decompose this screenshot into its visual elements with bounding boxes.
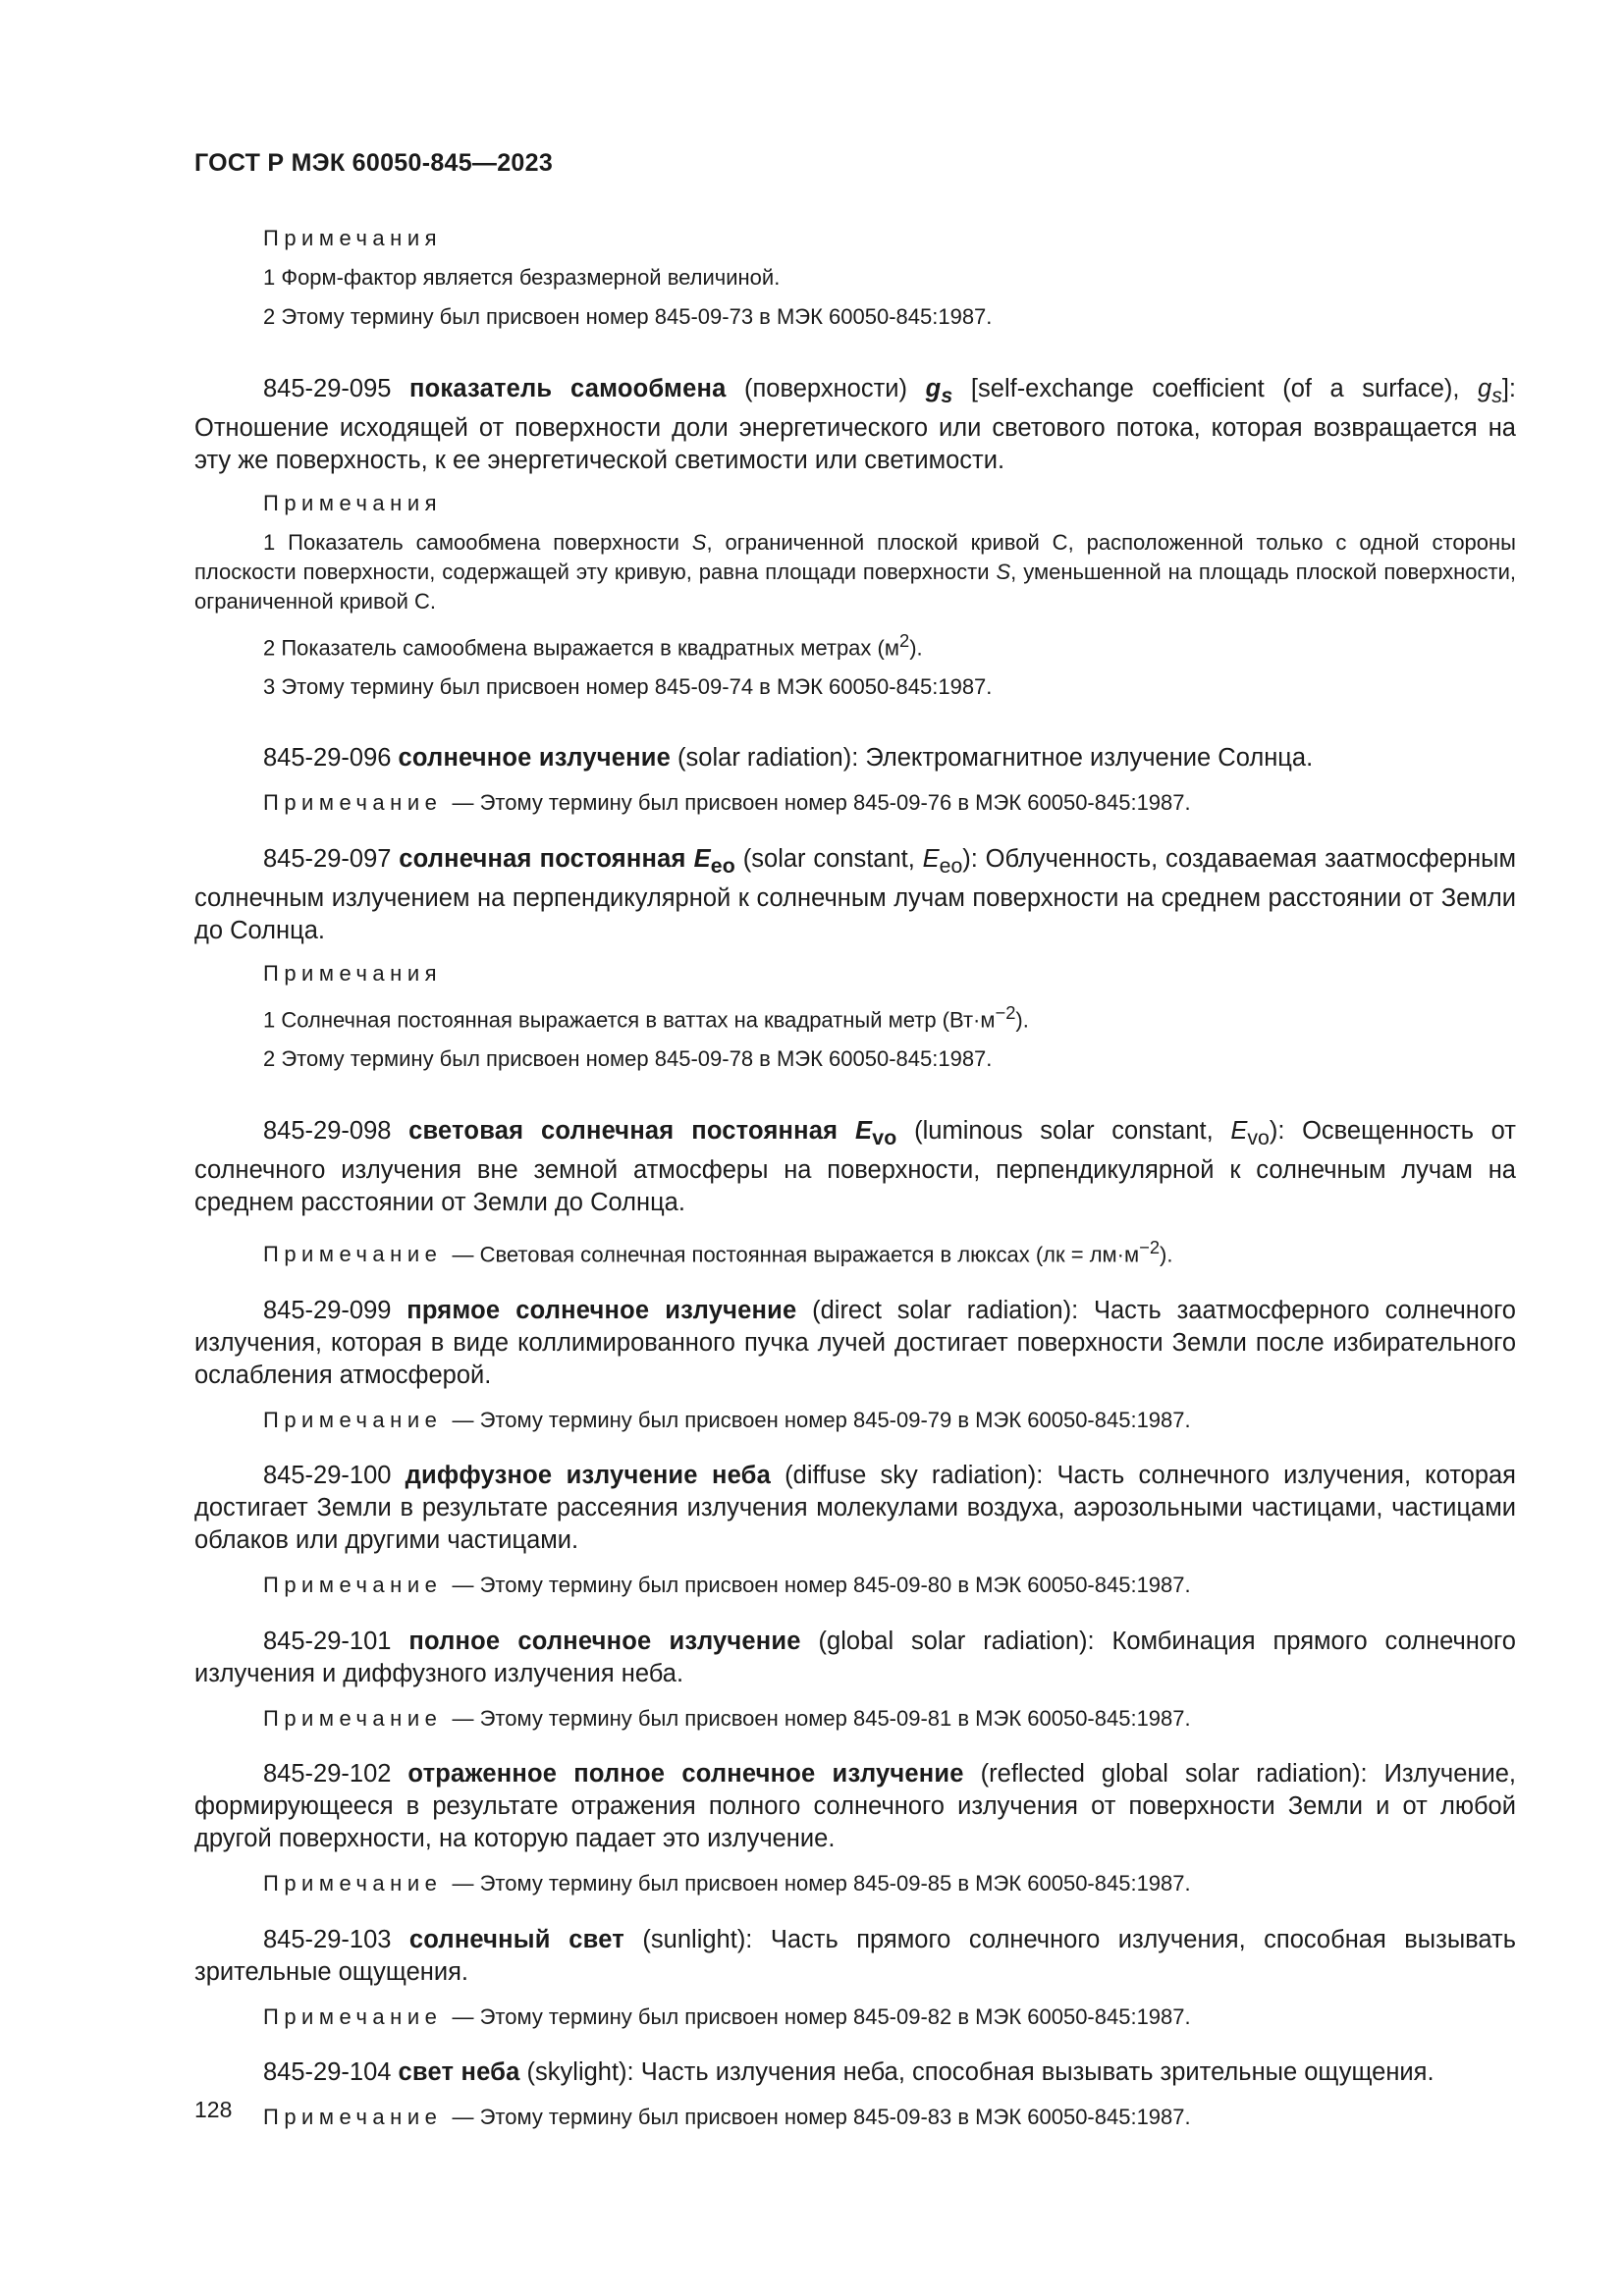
term-definition: ): Освещенность от солнечного излучения вне земной атмосферы на поверхности, перпендикулярной к солнечным лучам на среднем расстоянии от Земли до Солнца. xyxy=(194,1116,1516,1216)
note: Примечание — Световая солнечная постоянная выражается в люксах $(лк = лм\cdot м^{-2})$. xyxy=(263,1236,1173,1267)
term-name: световая солнечная постоянная xyxy=(408,1116,856,1145)
term-definition: (sunlight): Часть прямого солнечного излучения, способная вызывать зрительные ощущения. xyxy=(194,1925,1516,1986)
term-definition: (reflected global solar radiation): Излучение, формирующееся в результате отражения полного солнечного излучения от поверхности Земли и от любой другой поверхности, на которую падает это излучение. xyxy=(194,1760,1516,1853)
term-name: показатель самообмена xyxy=(409,374,727,402)
term-number: 845-29-100 xyxy=(263,1462,406,1490)
term-name: отраженное полное солнечное излучение xyxy=(407,1760,964,1789)
term-number: 845-29-095 xyxy=(263,374,409,402)
term-entry-096 xyxy=(194,742,1516,774)
term-symbol: E xyxy=(855,1116,873,1145)
term-number: 845-29-102 xyxy=(263,1760,408,1789)
note-item: 1 Солнечная постоянная выражается в ваттах на квадратный метр $(Вт\cdot м^{-2})$. xyxy=(263,1002,1029,1033)
note-item: 2 Этому термину был присвоен номер 845-09-78 в МЭК 60050-845:1987. xyxy=(263,1046,993,1072)
document-header: ГОСТ Р МЭК 60050-845—2023 xyxy=(194,149,554,177)
term-name: прямое солнечное излучение xyxy=(406,1296,797,1324)
note: Примечание — Этому термину был присвоен номер 845-09-85 в МЭК 60050-845:1987. xyxy=(263,1871,1191,1896)
term-number: 845-29-099 xyxy=(263,1296,407,1324)
notes-label: Примечания xyxy=(263,490,443,515)
term-definition: (skylight): Часть излучения неба, способная вызывать зрительные ощущения. xyxy=(519,2058,1435,2087)
term-symbol: E xyxy=(693,844,711,873)
note-item: 2 Показатель самообмена выражается в квадратных метрах $(м^2)$. xyxy=(263,629,923,660)
term-entry-102 xyxy=(194,1758,1516,1855)
term-entry-104 xyxy=(194,2056,1516,2089)
note: Примечание — Этому термину был присвоен номер 845-09-81 в МЭК 60050-845:1987. xyxy=(263,1705,1191,1731)
note: Примечание — Этому термину был присвоен номер 845-09-80 в МЭК 60050-845:1987. xyxy=(263,1573,1191,1598)
term-definition: ): Облученность, создаваемая заатмосферным солнечным излучением на перпендикулярной к солнечным лучам поверхности на среднем расстоянии от Земли до Солнца. xyxy=(194,844,1517,945)
note: Примечание — Этому термину был присвоен номер 845-09-83 в МЭК 60050-845:1987. xyxy=(263,2105,1191,2130)
term-definition: (solar radiation): Электромагнитное излучение Солнца. xyxy=(670,744,1314,773)
term-symbol: g xyxy=(925,374,942,402)
term-definition: ]: Отношение исходящей от поверхности доли энергетического или светового потока, которая возвращается на эту же поверхность, к ее энергетической светимости или светимости. xyxy=(194,374,1517,474)
page-content xyxy=(194,226,1516,2150)
term-name: солнечная постоянная xyxy=(399,844,694,873)
term-name: свет неба xyxy=(398,2058,520,2087)
term-name: солнечный свет xyxy=(408,1925,624,1953)
term-entry-099 xyxy=(194,1295,1516,1392)
term-entry-103 xyxy=(194,1924,1516,1989)
note: Примечание — Этому термину был присвоен номер 845-09-76 в МЭК 60050-845:1987. xyxy=(263,790,1191,816)
note: Примечание — Этому термину был присвоен номер 845-09-79 в МЭК 60050-845:1987. xyxy=(263,1407,1191,1432)
term-number: 845-29-097 xyxy=(263,844,400,873)
note-item: 1 Показатель самообмена поверхности S, ограниченной плоской кривой C, расположенной только с одной стороны плоскости поверхности, содержащей эту кривую, равна площади поверхности S, уменьшенной на площадь плоской поверхности, ограниченной кривой C. xyxy=(194,529,1516,614)
note-item: 3 Этому термину был присвоен номер 845-09-74 в МЭК 60050-845:1987. xyxy=(263,673,993,699)
page-number: 128 xyxy=(194,2097,233,2122)
note-item: 1 Форм-фактор является безразмерной величиной. xyxy=(263,265,781,290)
note: Примечание — Этому термину был присвоен номер 845-09-82 в МЭК 60050-845:1987. xyxy=(263,2003,1191,2029)
notes-label: Примечания xyxy=(263,961,443,987)
term-number: 845-29-098 xyxy=(263,1116,409,1145)
term-entry-098: 845-29-098 световая солнечная постоянная $E_{vo}$ (luminous solar constant, $E_{vo}$): Освещенность от солнечного излучения вне земной атмосферы на поверхности, перпендикулярной к солнечным лучам на среднем расстоянии от Земли до Солнца. xyxy=(194,1116,1516,1216)
note-item: 2 Этому термину был присвоен номер 845-09-73 в МЭК 60050-845:1987. xyxy=(263,304,993,329)
term-number: 845-29-101 xyxy=(263,1627,409,1655)
term-entry-100 xyxy=(194,1460,1516,1557)
notes-label: Примечания xyxy=(263,226,443,250)
term-entry-095: 845-29-095 показатель самообмена (поверхности) $g_s$ [self-exchange coefficient (of a surface), $g_s$]: Отношение исходящей от поверхности доли энергетического или светового потока, которая возвращается на эту же поверхность, к ее энергетической светимости или светимости. xyxy=(194,374,1517,474)
term-name: солнечное излучение xyxy=(398,744,671,773)
term-name: диффузное излучение неба xyxy=(405,1462,772,1490)
term-entry-097: 845-29-097 солнечная постоянная $E_{eo}$ (solar constant, $E_{eo}$): Облученность, создаваемая заатмосферным солнечным излучением на перпендикулярной к солнечным лучам поверхности на среднем расстоянии от Земли до Солнца. xyxy=(194,844,1517,945)
term-number: 845-29-103 xyxy=(263,1925,409,1953)
term-name: полное солнечное излучение xyxy=(408,1627,801,1655)
term-definition: (diffuse sky radiation): Часть солнечного излучения, которая достигает Земли в результате рассеяния излучения молекулами воздуха, аэрозольными частицами, частицами облаков или другими частицами. xyxy=(194,1462,1516,1555)
term-entry-101 xyxy=(194,1626,1516,1690)
term-definition: (global solar radiation): Комбинация прямого солнечного излучения и диффузного излучения неба. xyxy=(194,1627,1516,1687)
term-definition: (direct solar radiation): Часть заатмосферного солнечного излучения, которая в виде коллимированного пучка лучей достигает поверхности Земли после избирательного ослабления атмосферой. xyxy=(194,1296,1516,1389)
term-number: 845-29-104 xyxy=(263,2058,399,2087)
term-number: 845-29-096 xyxy=(263,744,399,773)
